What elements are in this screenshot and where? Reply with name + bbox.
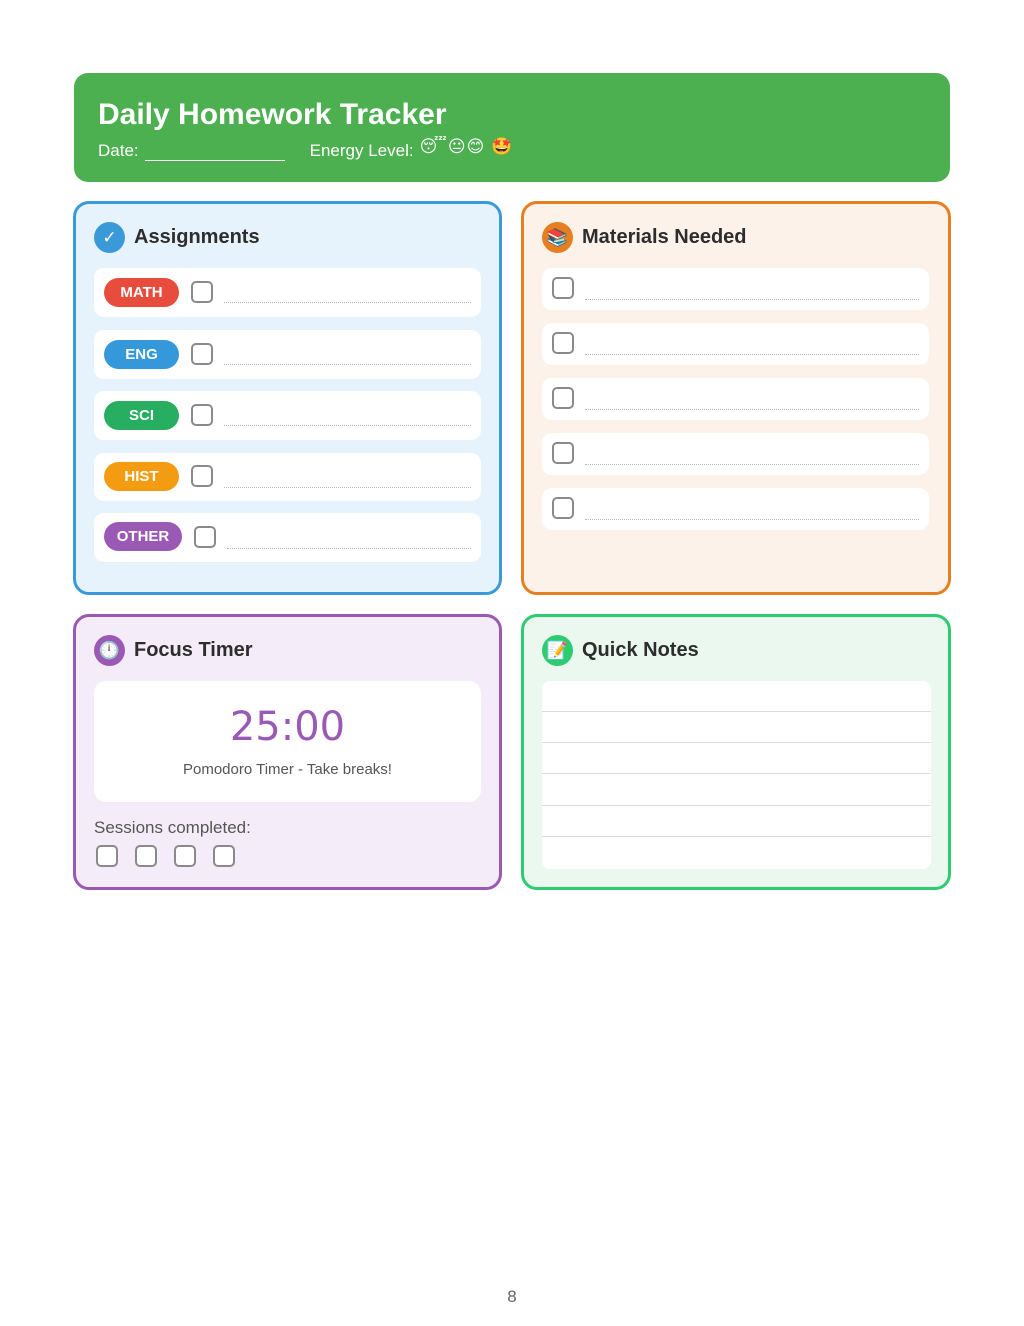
materials-card [521,201,951,595]
assignment-row [94,268,481,317]
focus-title: Focus Timer [134,639,253,661]
subject-pill-sci: SCI [104,401,179,430]
material-row [542,378,929,420]
material-row [542,323,929,365]
header-subline [98,137,926,161]
material-checkbox[interactable] [552,387,574,409]
timer-box [94,681,481,802]
material-checkbox[interactable] [552,497,574,519]
session-checkbox[interactable] [96,845,118,867]
subject-pill-math: MATH [104,278,179,307]
assignment-line[interactable] [224,302,471,303]
material-line[interactable] [585,299,919,300]
memo-icon: 📝 [542,635,573,666]
note-line [542,836,931,837]
material-checkbox[interactable] [552,332,574,354]
assignment-checkbox[interactable] [191,343,213,365]
note-line [542,742,931,743]
material-row [542,433,929,475]
materials-title: Materials Needed [582,226,747,248]
assignment-checkbox[interactable] [191,281,213,303]
header-banner [74,73,950,182]
clock-icon: 🕛 [94,635,125,666]
material-line[interactable] [585,519,919,520]
energy-emojis[interactable]: 😴😐😊 🤩 [419,137,514,156]
page-title: Daily Homework Tracker [98,98,447,131]
date-label: Date: [98,141,139,160]
timer-caption: Pomodoro Timer - Take breaks! [183,761,392,778]
material-line[interactable] [585,409,919,410]
subject-pill-other: OTHER [104,522,182,551]
date-field[interactable] [145,146,285,161]
session-checkbox[interactable] [174,845,196,867]
assignment-line[interactable] [227,548,471,549]
note-line [542,773,931,774]
material-line[interactable] [585,464,919,465]
page-number: 8 [507,1287,517,1306]
assignment-checkbox[interactable] [191,404,213,426]
energy-label: Energy Level: [309,141,414,160]
assignment-line[interactable] [224,364,471,365]
assignment-checkbox[interactable] [191,465,213,487]
timer-value: 25:00 [229,704,346,750]
note-line [542,805,931,806]
assignment-row [94,330,481,379]
checkmark-icon: ✓ [94,222,125,253]
books-icon: 📚 [542,222,573,253]
materials-header [542,222,747,253]
material-checkbox[interactable] [552,442,574,464]
assignments-title: Assignments [134,226,260,248]
subject-pill-hist: HIST [104,462,179,491]
assignment-row [94,391,481,440]
assignment-checkbox[interactable] [194,526,216,548]
session-checkbox[interactable] [213,845,235,867]
assignment-line[interactable] [224,425,471,426]
quick-notes-card [521,614,951,890]
notes-header [542,635,699,666]
material-checkbox[interactable] [552,277,574,299]
notes-title: Quick Notes [582,639,699,661]
material-row [542,268,929,310]
note-line [542,711,931,712]
assignment-line[interactable] [224,487,471,488]
assignment-row [94,513,481,562]
focus-header [94,635,253,666]
material-line[interactable] [585,354,919,355]
notes-area[interactable] [542,681,931,869]
focus-timer-card [73,614,502,890]
material-row [542,488,929,530]
assignments-header [94,222,260,253]
assignments-card [73,201,502,595]
subject-pill-eng: ENG [104,340,179,369]
sessions-label: Sessions completed: [94,818,251,837]
assignment-row [94,453,481,501]
session-checkbox[interactable] [135,845,157,867]
